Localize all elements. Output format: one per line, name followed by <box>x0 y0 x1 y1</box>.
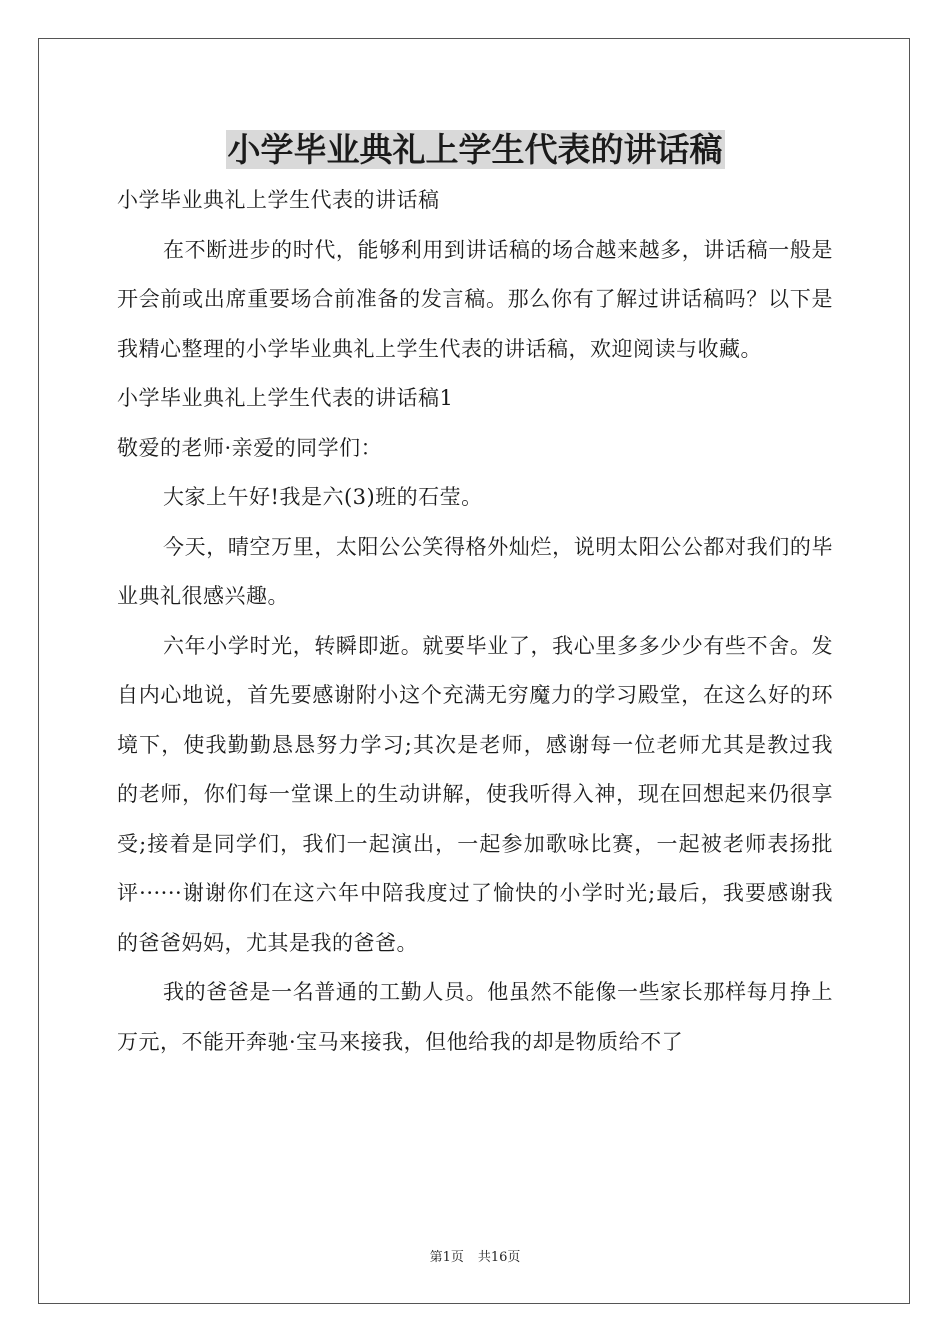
document-title-text: 小学毕业典礼上学生代表的讲话稿 <box>227 130 723 169</box>
page-footer <box>0 1246 950 1265</box>
document-body <box>117 176 833 1067</box>
paragraph: 在不断进步的时代，能够利用到讲话稿的场合越来越多，讲话稿一般是开会前或出席重要场合前准备的发言稿。那么你有了解过讲话稿吗？以下是我精心整理的小学毕业典礼上学生代表的讲话稿，欢迎阅读与收藏。 <box>117 237 833 361</box>
paragraph: 大家上午好!我是六(3)班的石莹。 <box>163 485 483 509</box>
paragraph: 我的爸爸是一名普通的工勤人员。他虽然不能像一些家长那样每月挣上万元，不能开奔驰·宝马来接我，但他给我的却是物质给不了 <box>117 980 833 1054</box>
page-number: 第1页 <box>429 1250 464 1265</box>
paragraph: 小学毕业典礼上学生代表的讲话稿 <box>117 188 440 212</box>
paragraph: 小学毕业典礼上学生代表的讲话稿1 <box>117 386 454 410</box>
page-total: 共16页 <box>477 1250 521 1265</box>
paragraph: 今天，晴空万里，太阳公公笑得格外灿烂，说明太阳公公都对我们的毕业典礼很感兴趣。 <box>117 534 833 608</box>
paragraph: 敬爱的老师·亲爱的同学们： <box>117 435 383 460</box>
paragraph: 六年小学时光，转瞬即逝。就要毕业了，我心里多多少少有些不舍。发自内心地说，首先要感谢附小这个充满无穷魔力的学习殿堂，在这么好的环境下，使我勤勤恳恳努力学习;其次是老师，感谢每一位老师尤其是教过我的老师，你们每一堂课上的生动讲解，使我听得入神，现在回想起来仍很享受;接着是同学们，我们一起演出，一起参加歌咏比赛，一起被老师表扬批评······谢谢你们在这六年中陪我度过了愉快的小学时光;最后，我要感谢我的爸爸妈妈，尤其是我的爸爸。 <box>117 633 833 955</box>
document-title <box>0 124 950 176</box>
